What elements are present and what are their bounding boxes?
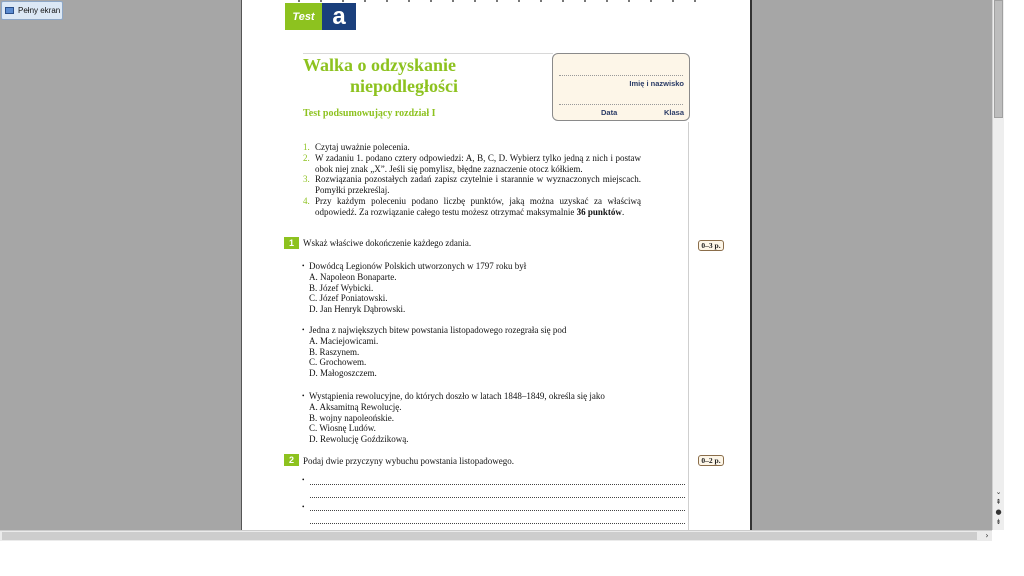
test-badge: Test <box>285 3 322 30</box>
instruction-item <box>303 153 641 175</box>
instruction-item <box>303 142 641 153</box>
answer-option-c[interactable]: C. Wiosnę Ludów. <box>309 423 376 434</box>
answer-option-c[interactable]: C. Grochowem. <box>309 357 367 368</box>
scroll-down-icon[interactable]: ⌄ <box>995 488 1002 496</box>
margin-rule <box>688 122 689 530</box>
max-points: 36 punktów <box>576 206 622 217</box>
instruction-text-part: Przy każdym poleceniu podano liczbę punktów, jaką można uzyskać za właściwą odpowiedź. Za rozwiązanie całego testu możesz otrzymać maksymalnie <box>315 195 641 217</box>
instruction-text <box>315 196 641 218</box>
question-2-points: 0–2 p. <box>698 455 724 466</box>
browse-object-icon[interactable]: ● <box>995 508 1002 516</box>
scroll-right-icon[interactable]: › <box>985 531 989 540</box>
answer-option-b[interactable]: B. Józef Wybicki. <box>309 282 374 293</box>
answer-line[interactable] <box>310 497 685 498</box>
answer-option-c[interactable]: C. Józef Poniatowski. <box>309 293 388 304</box>
student-info-box <box>552 53 690 121</box>
page-up-icon[interactable]: ⇞ <box>995 498 1002 506</box>
answer-option-d[interactable]: D. Jan Henryk Dąbrowski. <box>309 304 406 315</box>
instruction-text: W zadaniu 1. podano cztery odpowiedzi: A, B, C, D. Wybierz tylko jedną z nich i postaw obok niej znak „X”. Jeśli się pomylisz, błędne zaznaczenie otocz kółkiem. <box>315 152 641 174</box>
answer-option-a[interactable]: A. Aksamitną Rewolucję. <box>309 401 402 412</box>
name-label: Imię i nazwisko <box>629 79 684 88</box>
answer-option-b[interactable]: B. Raszynem. <box>309 346 360 357</box>
date-label: Data <box>601 108 618 117</box>
answer-line[interactable] <box>310 484 685 485</box>
instruction-text-end: . <box>621 206 625 217</box>
question-1-text: Wskaż właściwe dokończenie każdego zdania. <box>303 238 472 248</box>
title-rule <box>303 53 553 54</box>
instruction-number: 2. <box>303 152 310 163</box>
question-1-number: 1 <box>284 237 299 249</box>
instruction-item <box>303 174 641 196</box>
question-1-item-3 <box>303 391 605 445</box>
question-1-points: 0–3 p. <box>698 240 724 251</box>
question-2-number: 2 <box>284 454 299 466</box>
answer-option-a[interactable]: A. Maciejowicami. <box>309 335 379 346</box>
title-line-1: Walka o odzyskanie <box>303 55 457 75</box>
instruction-item <box>303 196 641 218</box>
question-1-item-1 <box>303 261 526 315</box>
test-group-badge: a <box>322 3 356 30</box>
title-line-2: niepodległości <box>350 76 459 96</box>
vertical-scroll-thumb[interactable] <box>994 0 1003 118</box>
horizontal-scroll-thumb[interactable] <box>2 532 977 540</box>
fullscreen-label: Pełny ekran <box>18 6 61 15</box>
answer-line[interactable] <box>310 510 685 511</box>
answer-bullet: • <box>302 503 305 511</box>
item-stem: • Dowódcą Legionów Polskich utworzonych w 1797 roku był <box>303 261 526 272</box>
instruction-number: 3. <box>303 174 310 185</box>
question-2-text: Podaj dwie przyczyny wybuchu powstania listopadowego. <box>303 456 514 466</box>
answer-option-a[interactable]: A. Napoleon Bonaparte. <box>309 271 397 282</box>
item-stem: • Jedna z największych bitew powstania listopadowego rozegrała się pod <box>303 325 566 336</box>
answer-option-b[interactable]: B. wojny napoleońskie. <box>309 412 394 423</box>
page-down-icon[interactable]: ⇟ <box>995 518 1002 526</box>
instruction-number: 1. <box>303 142 310 152</box>
instructions <box>303 142 641 218</box>
page-subtitle: Test podsumowujący rozdział I <box>303 108 436 119</box>
answer-option-d[interactable]: D. Rewolucję Goździkową. <box>309 434 409 445</box>
instruction-text: Czytaj uważnie polecenia. <box>315 142 410 152</box>
vertical-scrollbar[interactable] <box>992 0 1004 530</box>
instruction-number: 4. <box>303 195 310 206</box>
item-stem: • Wystąpienia rewolucyjne, do których doszło w latach 1848–1849, określa się jako <box>303 391 605 402</box>
fullscreen-button[interactable] <box>1 1 63 20</box>
answer-option-d[interactable]: D. Małogoszczem. <box>309 368 377 379</box>
instruction-text: Rozwiązania pozostałych zadań zapisz czytelnie i starannie w wyznaczonych miejscach. Pomyłki przekreślaj. <box>315 174 641 196</box>
class-label: Klasa <box>663 108 684 117</box>
date-class-line <box>559 104 683 105</box>
answer-bullet: • <box>302 476 305 484</box>
page-title <box>303 55 553 97</box>
question-1-item-2 <box>303 325 566 379</box>
page-top-marks <box>298 0 698 2</box>
answer-line[interactable] <box>310 523 685 524</box>
monitor-icon <box>5 7 14 14</box>
horizontal-scrollbar[interactable] <box>0 530 992 541</box>
name-line <box>559 75 683 76</box>
